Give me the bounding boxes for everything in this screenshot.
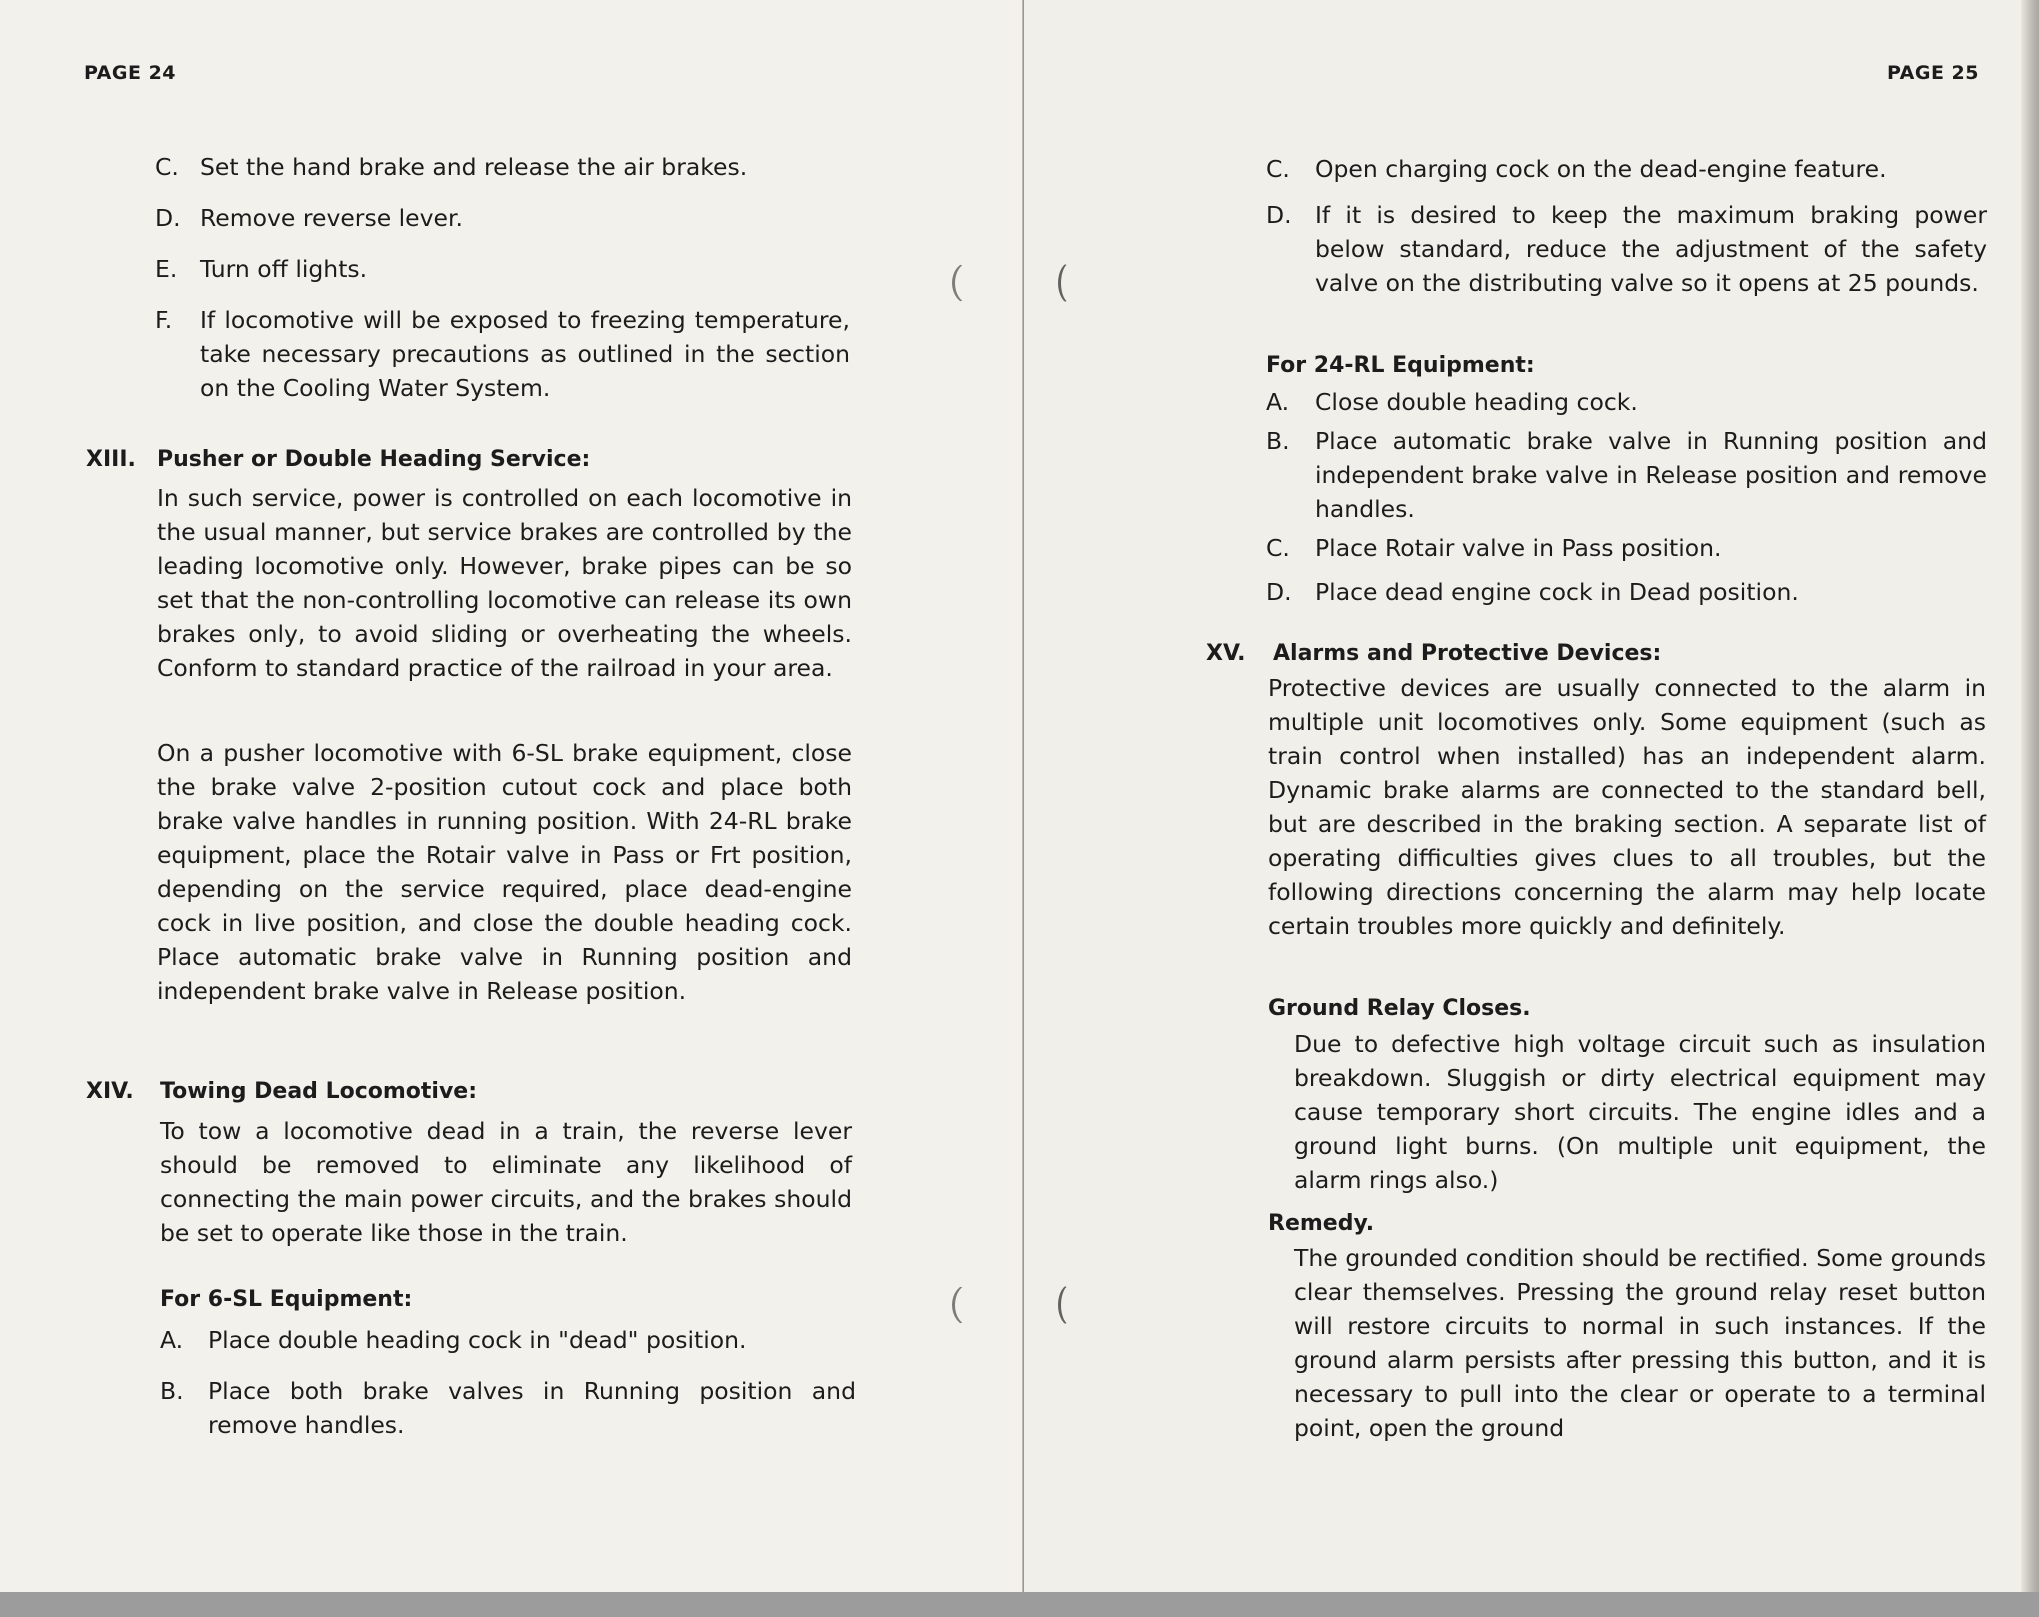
list-item-text: Remove reverse lever. — [200, 204, 463, 232]
section-label: XIV. — [86, 1079, 134, 1104]
scan-background — [0, 1592, 2039, 1617]
binder-hole — [952, 1284, 985, 1326]
list-label: B. — [1266, 427, 1290, 455]
list-item-text: If locomotive will be exposed to freezing temperature, take necessary precautions as outlined in the section on the Cooling Water System. — [200, 306, 850, 402]
paragraph: Protective devices are usually connected to the alarm in multiple unit locomotives only. Some equipment (such as train control when installed) has an independent alarm. Dynamic brake alarms are connected to the standard bell, but are described in the braking section. A separate list of operating difficulties gives clues to all troubles, but the following directions concerning the alarm may help locate certain troubles more quickly and definitely. — [1268, 674, 1986, 940]
binder-hole — [952, 262, 985, 304]
paragraph: On a pusher locomotive with 6-SL brake equipment, close the brake valve 2-position cutout cock and place both brake valve handles in running position. With 24-RL brake equipment, place the Rotair valve in Pass or Frt position, depending on the service required, place dead-engine cock in live position, and close the double heading cock. Place automatic brake valve in Running position and independent brake valve in Release position. — [157, 739, 852, 1005]
list-label: B. — [160, 1377, 184, 1405]
right-page — [1024, 0, 2039, 1592]
list-label: F. — [155, 306, 173, 334]
binder-hole — [1058, 1284, 1083, 1326]
section-label: XIII. — [86, 447, 136, 472]
section-heading: Alarms and Protective Devices: — [1273, 641, 1662, 666]
section-heading: Pusher or Double Heading Service: — [157, 447, 591, 472]
list-item-text: Set the hand brake and release the air brakes. — [200, 153, 748, 181]
list-item-text: If it is desired to keep the maximum braking power below standard, reduce the adjustment of the safety valve on the distributing valve so it opens at 25 pounds. — [1315, 201, 1987, 297]
paragraph: The grounded condition should be rectified. Some grounds clear themselves. Pressing the ground relay reset button will restore circuits to normal in such instances. If the ground alarm persists after pressing this button, and it is necessary to pull into the clear or operate to a terminal point, open the ground — [1294, 1244, 1986, 1442]
list-item-text: Place both brake valves in Running position and remove handles. — [208, 1377, 856, 1439]
left-page — [0, 0, 1024, 1592]
section-heading: Towing Dead Locomotive: — [160, 1079, 478, 1104]
subheading: Remedy. — [1268, 1211, 1375, 1236]
list-item-text: Place automatic brake valve in Running position and independent brake valve in Release position and remove handles. — [1315, 427, 1987, 523]
list-label: D. — [155, 204, 181, 232]
subheading: Ground Relay Closes. — [1268, 996, 1531, 1021]
list-label: A. — [1266, 388, 1290, 416]
list-label: C. — [155, 153, 179, 181]
list-label: A. — [160, 1326, 184, 1354]
subheading: For 24-RL Equipment: — [1266, 353, 1535, 378]
paragraph: To tow a locomotive dead in a train, the reverse lever should be removed to eliminate any likelihood of connecting the main power circuits, and the brakes should be set to operate like those in the train. — [160, 1117, 852, 1247]
section-label: XV. — [1206, 641, 1246, 666]
binder-hole — [1058, 262, 1083, 304]
page-number-right: PAGE 25 — [1886, 62, 1979, 84]
list-label: C. — [1266, 534, 1290, 562]
subheading: For 6-SL Equipment: — [160, 1287, 413, 1312]
list-item-text: Turn off lights. — [200, 255, 368, 283]
page-edge-shadow — [2021, 0, 2039, 1592]
page-number-left: PAGE 24 — [84, 62, 177, 84]
list-label: C. — [1266, 155, 1290, 183]
list-item-text: Place double heading cock in "dead" position. — [208, 1326, 747, 1354]
list-item-text: Place dead engine cock in Dead position. — [1315, 578, 1799, 606]
list-item-text: Open charging cock on the dead-engine feature. — [1315, 155, 1887, 183]
list-item-text: Place Rotair valve in Pass position. — [1315, 534, 1722, 562]
paragraph: In such service, power is controlled on each locomotive in the usual manner, but service brakes are controlled by the leading locomotive only. However, brake pipes can be so set that the non-controlling locomotive can release its own brakes only, to avoid sliding or overheating the wheels. Conform to standard practice of the railroad in your area. — [157, 484, 852, 682]
list-label: D. — [1266, 201, 1292, 229]
paragraph: Due to defective high voltage circuit such as insulation breakdown. Sluggish or dirty electrical equipment may cause temporary short circuits. The engine idles and a ground light burns. (On multiple unit equipment, the alarm rings also.) — [1294, 1030, 1986, 1194]
list-label: D. — [1266, 578, 1292, 606]
list-item-text: Close double heading cock. — [1315, 388, 1638, 416]
list-label: E. — [155, 255, 178, 283]
